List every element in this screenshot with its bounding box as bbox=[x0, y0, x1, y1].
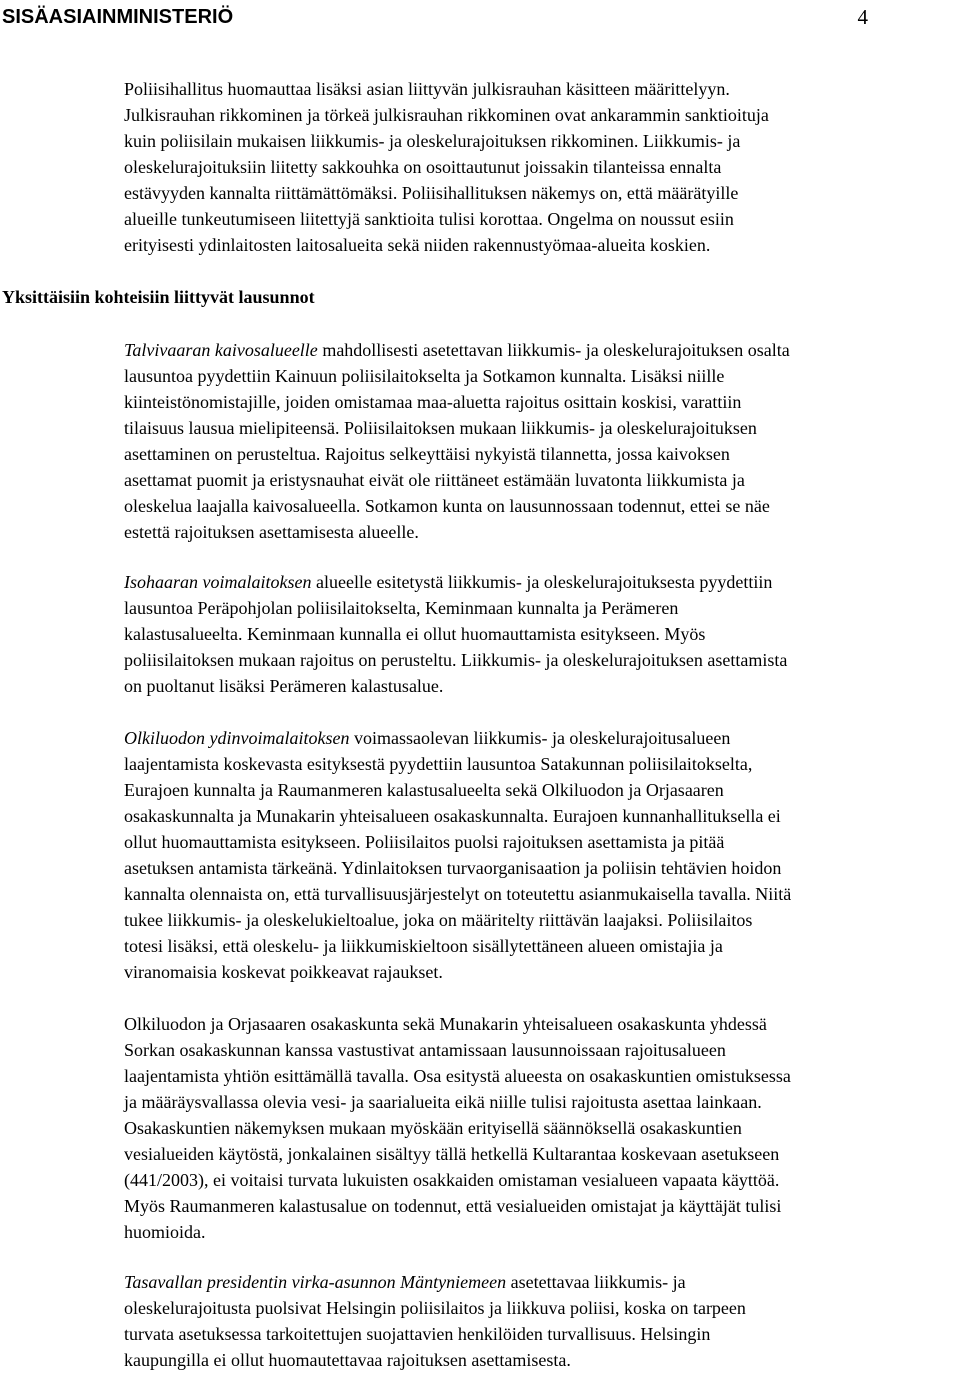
talvivaara-paragraph bbox=[124, 337, 960, 545]
text-line: alueille tunkeutumiseen liitettyjä sanktioita tulisi korottaa. Ongelma on noussut esiin bbox=[124, 209, 734, 229]
text-line: totesi lisäksi, että oleskelu- ja liikkumiskieltoon sisällytettäneen alueen omistajia ja bbox=[124, 936, 723, 956]
text-line: Olkiluodon ja Orjasaaren osakaskunta sekä Munakarin yhteisalueen osakaskunta yhdessä bbox=[124, 1014, 767, 1034]
text-line: Myös Raumanmeren kalastusalue on todennut, että vesialueiden omistajat ja käyttäjät tulisi bbox=[124, 1196, 782, 1216]
text-line: osakaskunnalta ja Munakarin yhteisalueen osakaskunnalta. Eurajoen kunnanhallituksella ei bbox=[124, 806, 781, 826]
text-line: asetuksen antamista tärkeänä. Ydinlaitoksen turvaorganisaation ja poliisin tehtävien hoidon bbox=[124, 858, 782, 878]
text-line bbox=[124, 1269, 960, 1295]
text-line bbox=[124, 725, 960, 751]
text-line: turvata asetuksessa tarkoitettujen suojattavien henkilöiden turvallisuus. Helsingin bbox=[124, 1324, 711, 1344]
text-line: Poliisihallitus huomauttaa lisäksi asian liittyvän julkisrauhan käsitteen määrittelyyn. bbox=[124, 79, 730, 99]
text-fragment: asetettavaa liikkumis- ja bbox=[506, 1272, 686, 1292]
text-line: kiinteistönomistajille, joiden omistamaa maa-aluetta rajoitus osittain koskisi, varattiin bbox=[124, 392, 742, 412]
text-line: vesialueiden käytöstä, jonkalainen sisältyy tällä hetkellä Kultarantaa koskevaan asetukseen bbox=[124, 1144, 780, 1164]
text-line: kuin poliisilain mukaisen liikkumis- ja oleskelurajoituksen rikkominen. Liikkumis- ja bbox=[124, 131, 741, 151]
text-fragment: mahdollisesti asetettavan liikkumis- ja oleskelurajoituksen osalta bbox=[317, 340, 790, 360]
ministry-name: SISÄASIAINMINISTERIÖ bbox=[2, 6, 234, 28]
text-line: oleskelurajoitusta puolsivat Helsingin poliisilaitos ja liikkuva poliisi, koska on tarpeen bbox=[124, 1298, 746, 1318]
text-line: lausuntoa Peräpohjolan poliisilaitokselta, Keminmaan kunnalta ja Perämeren bbox=[124, 598, 679, 618]
osakaskunnat-paragraph bbox=[124, 1011, 960, 1245]
text-line: laajentamista yhtiön esittämällä tavalla. Osa esitystä alueesta on osakaskuntien omistuksessa bbox=[124, 1066, 791, 1086]
text-line: Eurajoen kunnalta ja Raumanmeren kalastusalueelta sekä Olkiluodon ja Orjasaaren bbox=[124, 780, 724, 800]
site-name: Olkiluodon ydinvoimalaitoksen bbox=[124, 728, 350, 748]
text-line: Julkisrauhan rikkominen ja törkeä julkisrauhan rikkominen ovat ankarammin sanktioituja bbox=[124, 105, 769, 125]
text-line: tilaisuus lausua mielipiteensä. Poliisilaitoksen mukaan liikkumis- ja oleskelurajoituksen bbox=[124, 418, 757, 438]
text-line bbox=[124, 337, 960, 363]
text-line: Sorkan osakaskunnan kanssa vastustivat antamissaan lausunnoissaan rajoitusalueen bbox=[124, 1040, 726, 1060]
text-line: asettamat puomit ja eristysnauhat eivät ole riittäneet estämään luvatonta liikkumista ja bbox=[124, 470, 745, 490]
text-line: poliisilaitoksen mukaan rajoitus on perusteltu. Liikkumis- ja oleskelurajoituksen asettamista bbox=[124, 650, 788, 670]
olkiluoto-paragraph bbox=[124, 725, 960, 985]
text-line: laajentamista koskevasta esityksestä pyydettiin lausuntoa Satakunnan poliisilaitokselta, bbox=[124, 754, 753, 774]
text-line bbox=[124, 569, 960, 595]
text-fragment: alueelle esitetystä liikkumis- ja oleskelurajoituksesta pyydettiin bbox=[311, 572, 773, 592]
site-name: Isohaaran voimalaitoksen bbox=[124, 572, 312, 592]
text-line: asettaminen on perusteltua. Rajoitus selkeyttäisi nykyistä tilannetta, jossa kaivoksen bbox=[124, 444, 730, 464]
text-line: Osakaskuntien näkemyksen mukaan myöskään erityisellä säännöksellä osakaskuntien bbox=[124, 1118, 742, 1138]
text-line: on puoltanut lisäksi Perämeren kalastusalue. bbox=[124, 676, 444, 696]
site-name: Talvivaaran kaivosalueelle bbox=[124, 340, 318, 360]
text-line: tukee liikkumis- ja oleskelukieltoalue, joka on määritelty riittävän laajaksi. Poliisilaitos bbox=[124, 910, 753, 930]
mantyniemi-paragraph bbox=[124, 1269, 960, 1373]
page-number: 4 bbox=[857, 5, 868, 29]
site-name: Tasavallan presidentin virka-asunnon Mäntyniemeen bbox=[124, 1272, 507, 1292]
text-line: kannalta olennaista on, että turvallisuusjärjestelyt on toteutettu asianmukaisella tavalla. Niitä bbox=[124, 884, 792, 904]
text-line: (441/2003), ei voitaisi turvata lukuisten osakkaiden omistaman vesialueen vapaata käyttöä. bbox=[124, 1170, 780, 1190]
intro-paragraph bbox=[124, 76, 960, 258]
page-header bbox=[0, 4, 868, 30]
text-line: viranomaisia koskevat poikkeavat rajaukset. bbox=[124, 962, 443, 982]
text-line: oleskelua laajalla kaivosalueella. Sotkamon kunta on lausunnossaan todennut, ettei se näe bbox=[124, 496, 770, 516]
text-line: kaupungilla ei ollut huomautettavaa rajoituksen asettamisesta. bbox=[124, 1350, 571, 1370]
section-heading: Yksittäisiin kohteisiin liittyvät lausunnot bbox=[2, 287, 315, 307]
text-line: ollut huomauttamista esitykseen. Poliisilaitos puolsi rajoituksen asettamista ja pitää bbox=[124, 832, 725, 852]
text-line: oleskelurajoituksiin liitetty sakkouhka on osoittautunut joissakin tilanteissa ennalta bbox=[124, 157, 722, 177]
text-line: lausuntoa pyydettiin Kainuun poliisilaitokselta ja Sotkamon kunnalta. Lisäksi niille bbox=[124, 366, 725, 386]
text-line: huomioida. bbox=[124, 1222, 206, 1242]
isohaara-paragraph bbox=[124, 569, 960, 699]
text-line: estettä rajoituksen asettamisesta alueelle. bbox=[124, 522, 419, 542]
text-fragment: voimassaolevan liikkumis- ja oleskelurajoitusalueen bbox=[349, 728, 731, 748]
text-line: estävyyden kannalta riittämättömäksi. Poliisihallituksen näkemys on, että määrätyille bbox=[124, 183, 739, 203]
text-line: kalastusalueelta. Keminmaan kunnalla ei ollut huomauttamista esitykseen. Myös bbox=[124, 624, 706, 644]
text-line: erityisesti ydinlaitosten laitosalueita sekä niiden rakennustyömaa-alueita koskien. bbox=[124, 235, 711, 255]
text-line: ja määräysvallassa olevia vesi- ja saarialueita eikä niille tulisi rajoitusta asettaa lainkaan. bbox=[124, 1092, 762, 1112]
